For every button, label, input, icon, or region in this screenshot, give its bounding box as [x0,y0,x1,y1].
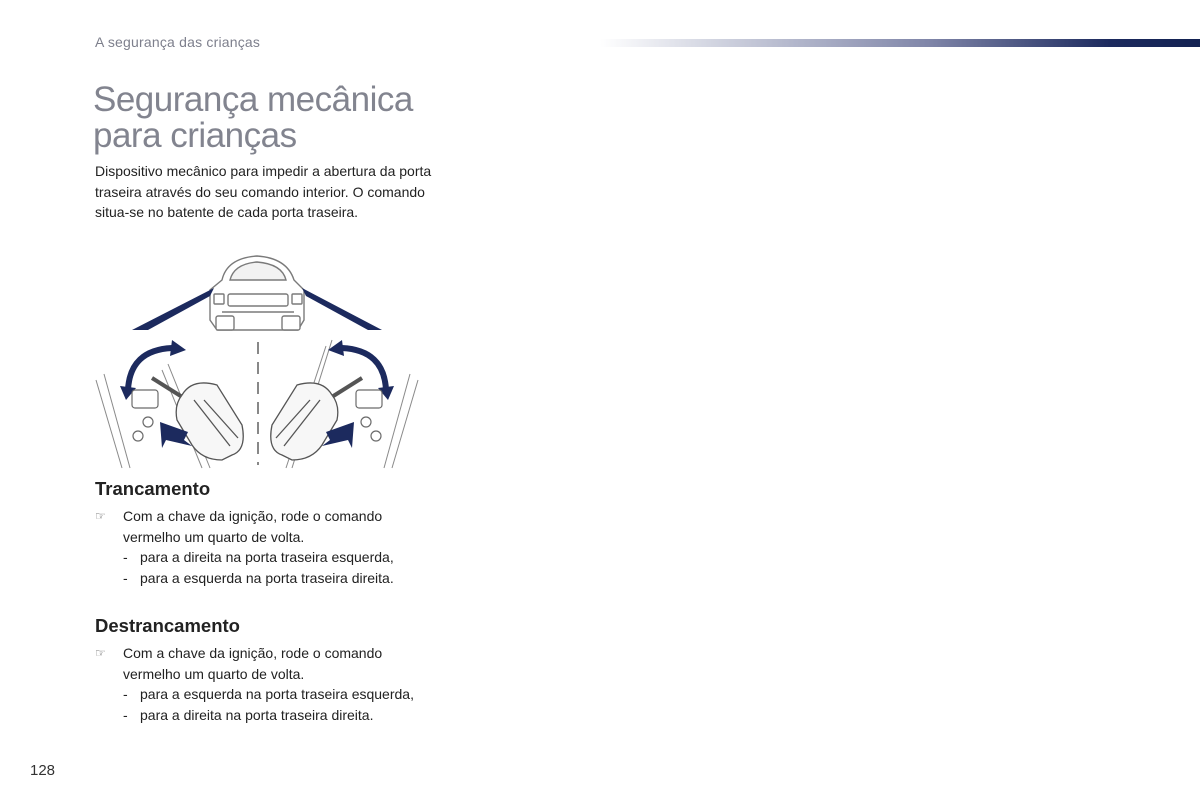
unlocking-title: Destrancamento [95,615,240,636]
page-title: Segurança mecânica para crianças [93,80,413,155]
locking-section [95,478,435,588]
left-key-icon [152,378,243,460]
pointing-hand-icon: ☞ [95,646,106,660]
list-item: - para a direita na porta traseira esquerda, [123,549,394,565]
car-rear-icon [210,256,304,330]
unlocking-instruction-text: Com a chave da ignição, rode o comando vermelho um quarto de volta. [123,645,383,682]
page-number: 128 [30,762,56,779]
pointing-hand-icon: ☞ [95,509,106,523]
list-item: - para a direita na porta traseira direita. [123,706,374,723]
right-latch-icon [356,390,382,441]
intro-paragraph: Dispositivo mecânico para impedir a abertura da porta traseira através do seu comando interior. O comando situa-se no batente de cada porta traseira. [95,163,432,220]
child-lock-illustration [92,250,422,470]
locking-title: Trancamento [95,478,211,499]
right-key-icon [271,378,362,460]
right-rotate-arrow [342,348,386,390]
child-lock-illustration-svg [92,250,422,470]
left-rotate-arrow [128,348,172,390]
header-gradient-bar [600,39,1200,47]
left-latch-icon [132,390,158,441]
list-item: - para a esquerda na porta traseira esquerda, [123,686,414,702]
locking-list [95,547,435,588]
locking-instruction [95,506,435,547]
list-item: - para a esquerda na porta traseira direita. [123,569,394,586]
section-header-label: A segurança das crianças [95,34,261,50]
unlocking-list [95,684,435,725]
unlocking-instruction [95,643,435,684]
locking-instruction-text: Com a chave da ignição, rode o comando vermelho um quarto de volta. [123,508,383,545]
unlocking-section [95,615,435,725]
left-pointer-arrow [132,288,214,330]
right-pointer-arrow [302,288,382,330]
